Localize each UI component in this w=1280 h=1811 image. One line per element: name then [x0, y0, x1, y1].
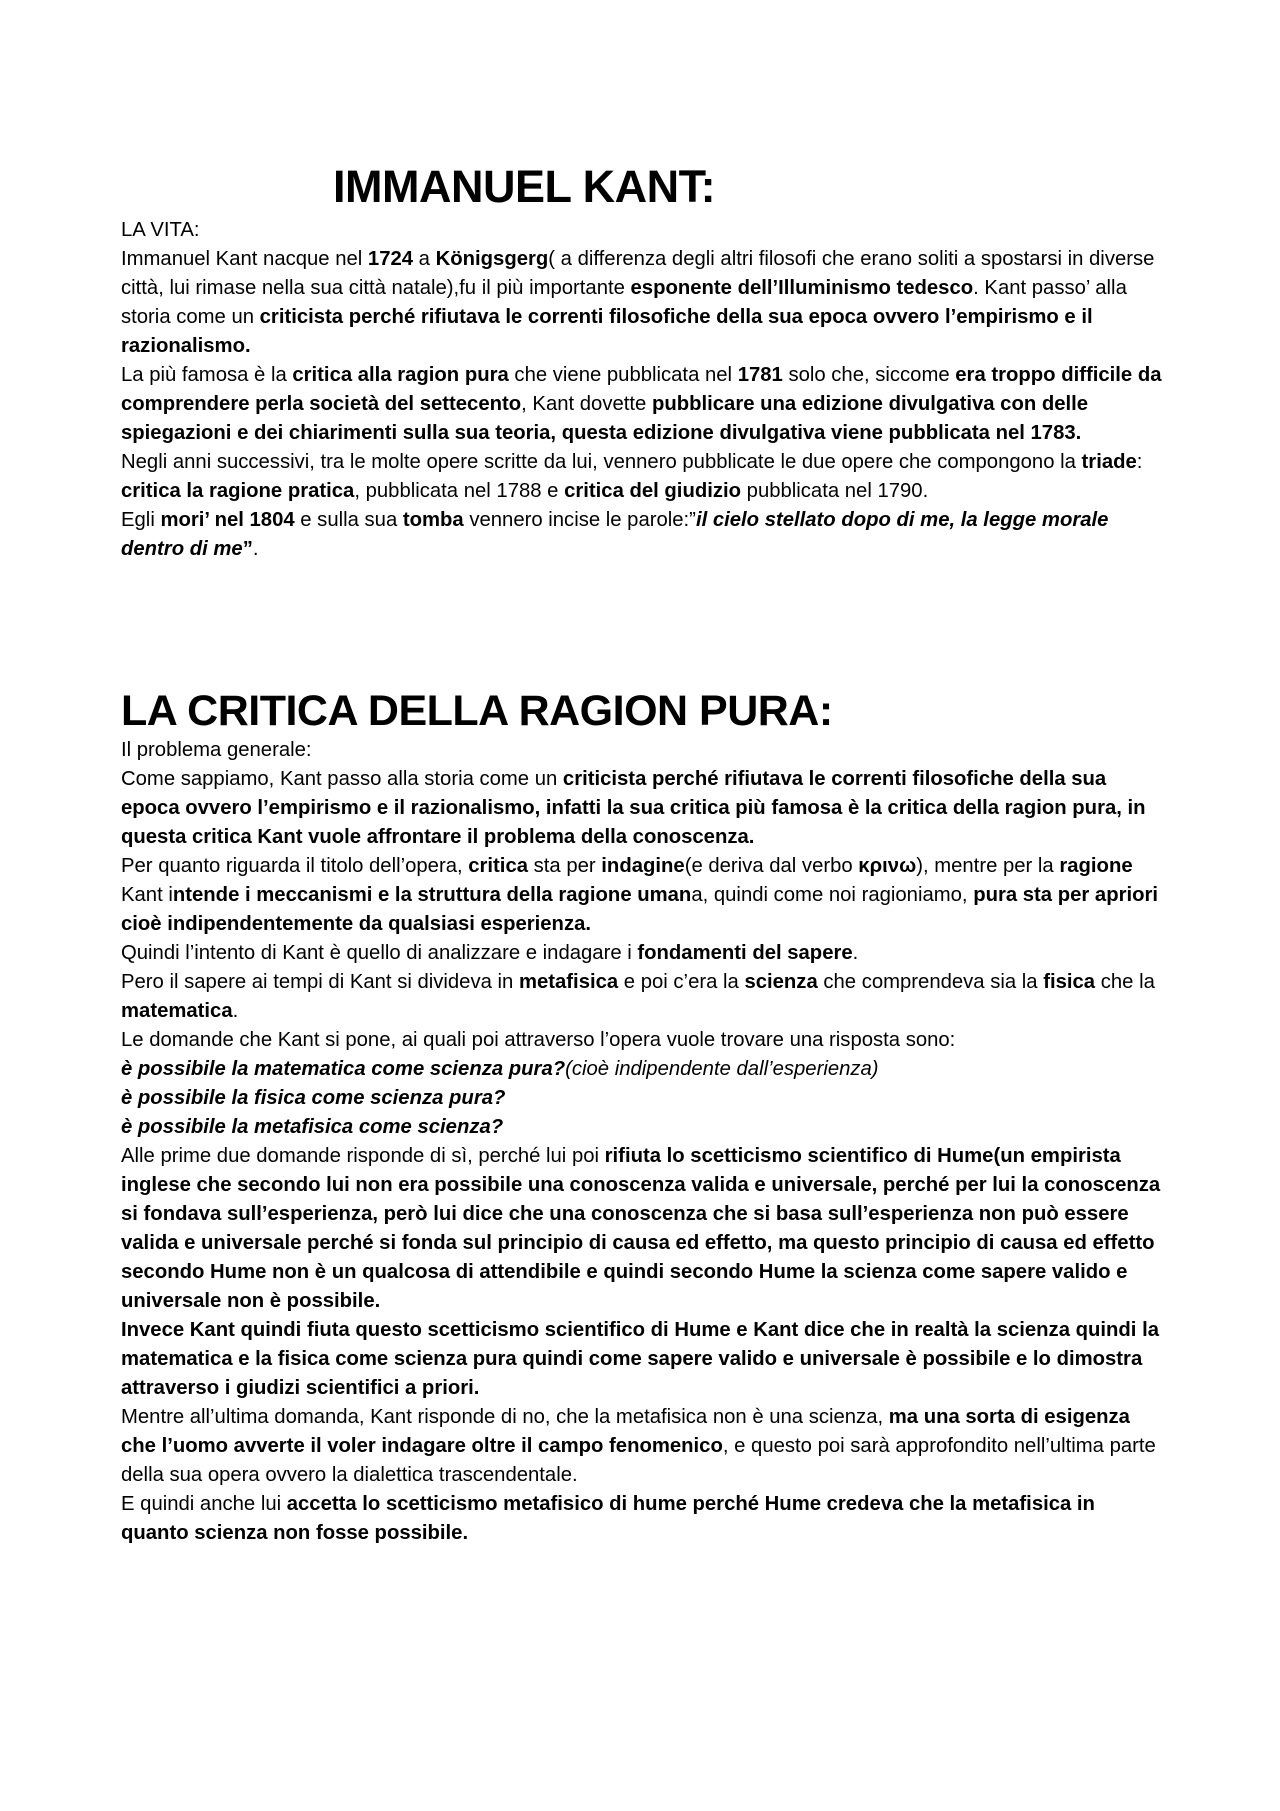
text-run: Quindi l’intento di Kant è quello di analizzare e indagare i	[121, 942, 638, 964]
text-run: Pero il sapere ai tempi di Kant si divideva in	[121, 971, 519, 993]
text-run: Come sappiamo, Kant passo alla storia come un	[121, 768, 563, 790]
text-run: Kant i	[121, 884, 173, 906]
text-run: 1724	[367, 248, 414, 270]
text-run: Le domande che Kant si pone, ai quali poi attraverso l’opera vuole trovare una risposta sono:	[121, 1029, 956, 1051]
text-run: (e deriva dal verbo	[684, 855, 859, 877]
text-run: triade	[1081, 451, 1137, 473]
text-run: scienza	[744, 971, 818, 993]
text-run: ma una sorta di esigenza che l’uomo avverte il voler indagare oltre il campo fenomenico	[121, 1406, 1130, 1457]
critica-paragraph-3	[121, 939, 1166, 968]
vita-section	[121, 216, 1166, 564]
text-run: pubblicata nel 1790.	[741, 480, 929, 502]
critica-paragraph-2	[121, 852, 1166, 939]
text-run: .	[852, 942, 859, 964]
text-run: critica la ragione pratica	[121, 480, 355, 502]
text-run: κρινω	[858, 855, 917, 877]
critica-paragraph-8	[121, 1403, 1166, 1490]
text-run: sta per	[528, 855, 602, 877]
text-run: tomba	[402, 509, 464, 531]
text-run: è possibile la metafisica come scienza?	[121, 1116, 504, 1138]
text-run: ragione	[1059, 855, 1133, 877]
text-run: Immanuel Kant nacque nel	[121, 248, 368, 270]
critica-paragraph-7	[121, 1316, 1166, 1403]
text-run: critica alla ragion pura	[292, 364, 509, 386]
text-run: 1781	[737, 364, 783, 386]
text-run: La più famosa è la	[121, 364, 293, 386]
question-2	[121, 1084, 1166, 1113]
critica-section	[121, 736, 1166, 1548]
text-run: critica del giudizio	[564, 480, 742, 502]
text-run: .	[252, 538, 259, 560]
text-run: e sulla sua	[294, 509, 403, 531]
text-run: che viene pubblicata nel	[508, 364, 738, 386]
text-run: a, quindi come noi ragioniamo,	[691, 884, 974, 906]
text-run: ), mentre per la	[916, 855, 1060, 877]
text-run: matematica	[121, 1000, 233, 1022]
text-run: Per quanto riguarda il titolo dell’opera,	[121, 855, 469, 877]
text-run: pura sta per apriori cioè indipendentemente da qualsiasi esperienza.	[121, 884, 1159, 935]
critica-paragraph-6	[121, 1142, 1166, 1316]
text-run: :	[1136, 451, 1143, 473]
vita-paragraph-1	[121, 245, 1166, 361]
text-run: ( a differenza degli altri filosofi che erano soliti a spostarsi in diverse città, lui rimase nella sua città natale),fu il più importante	[121, 248, 1155, 299]
question-1	[121, 1055, 1166, 1084]
text-run: criticista perché rifiutava le correnti filosofiche della sua epoca ovvero l’empirismo e il razionalismo.	[121, 306, 1093, 357]
critica-heading: Il problema generale:	[121, 739, 312, 761]
text-run: (cioè indipendente dall’esperienza)	[565, 1058, 879, 1080]
vita-paragraph-2	[121, 361, 1166, 448]
text-run: e poi c’era la	[618, 971, 745, 993]
vita-heading: LA VITA:	[121, 219, 200, 241]
text-run: ntende i meccanismi e la struttura della ragione uman	[172, 884, 692, 906]
text-run: Negli anni successivi, tra le molte opere scritte da lui, vennero pubblicate le due opere che compongono la	[121, 451, 1082, 473]
text-run: Invece Kant quindi fiuta questo scetticismo scientifico di Hume e Kant dice che in realtà la scienza quindi la matematica e la fisica come scienza pura quindi come sapere valido e universale è possibile e lo dimostra attraverso i giudizi scientifici a priori.	[121, 1319, 1159, 1399]
text-run: , e questo poi sarà approfondito nell’ultima parte della sua opera ovvero la dialettica trascendentale.	[121, 1435, 1156, 1486]
text-run: . Kant passo’ alla storia come un	[121, 277, 1127, 328]
vita-paragraph-3	[121, 448, 1166, 506]
text-run: pubblicare una edizione divulgativa con delle spiegazioni e dei chiarimenti sulla sua teoria, questa edizione divulgativa viene pubblicata nel 1783.	[121, 393, 1089, 444]
text-run: , Kant dovette	[521, 393, 652, 415]
text-run: Mentre all’ultima domanda, Kant risponde di no, che la metafisica non è una scienza,	[121, 1406, 889, 1428]
text-run: accetta lo scetticismo metafisico di hume perché Hume credeva che la metafisica in quanto scienza non fosse possibile.	[121, 1493, 1095, 1544]
text-run: rifiuta lo scetticismo scientifico di Hume(un empirista inglese che secondo lui non era possibile una conoscenza valida e universale, perché per lui la conoscenza si fondava sull’esperienza, però lui dice che una conoscenza che si basa sull’esperienza non può essere valida e universale perché si fonda sul principio di causa ed effetto, ma questo principio di causa ed effetto secondo Hume non è un qualcosa di attendibile e quindi secondo Hume la scienza come sapere valido e universale non è possibile.	[121, 1145, 1161, 1312]
text-run: Egli	[121, 509, 161, 531]
text-run: metafisica	[518, 971, 619, 993]
text-run: Königsgerg	[435, 248, 549, 270]
text-run: criticista perché rifiutava le correnti filosofiche della sua epoca ovvero l’empirismo e il razionalismo, infatti la sua critica più famosa è la critica della ragion pura, in questa critica Kant vuole affrontare il problema della conoscenza.	[121, 768, 1146, 848]
text-run: è possibile la matematica come scienza pura?	[121, 1058, 566, 1080]
question-3	[121, 1113, 1166, 1142]
critica-paragraph-1	[121, 765, 1166, 852]
text-run: .	[232, 1000, 239, 1022]
text-run: Alle prime due domande risponde di sì, perché lui poi	[121, 1145, 605, 1167]
critica-paragraph-4	[121, 968, 1166, 1026]
text-run: esponente dell’Illuminismo tedesco	[630, 277, 974, 299]
text-run: era troppo difficile da comprendere perla società del settecento	[121, 364, 1162, 415]
text-run: fondamenti del sapere	[637, 942, 853, 964]
text-run: che comprendeva sia la	[817, 971, 1044, 993]
text-run: critica	[468, 855, 529, 877]
critica-title: LA CRITICA DELLA RAGION PURA:	[121, 687, 833, 735]
critica-paragraph-9	[121, 1490, 1166, 1548]
text-run: ”	[242, 538, 253, 560]
text-run: il cielo stellato dopo di me, la legge morale dentro di me	[121, 509, 1109, 560]
document-title: IMMANUEL KANT:	[333, 161, 716, 212]
text-run: mori’ nel 1804	[160, 509, 295, 531]
text-run: , pubblicata nel 1788 e	[354, 480, 565, 502]
text-run: è possibile la fisica come scienza pura?	[121, 1087, 506, 1109]
text-run: che la	[1095, 971, 1155, 993]
text-run: fisica	[1043, 971, 1096, 993]
text-run: vennero incise le parole:”	[463, 509, 696, 531]
critica-paragraph-5	[121, 1026, 1166, 1055]
text-run: solo che, siccome	[782, 364, 956, 386]
vita-paragraph-4	[121, 506, 1166, 564]
text-run: indagine	[601, 855, 685, 877]
text-run: E quindi anche lui	[121, 1493, 287, 1515]
text-run: a	[413, 248, 436, 270]
